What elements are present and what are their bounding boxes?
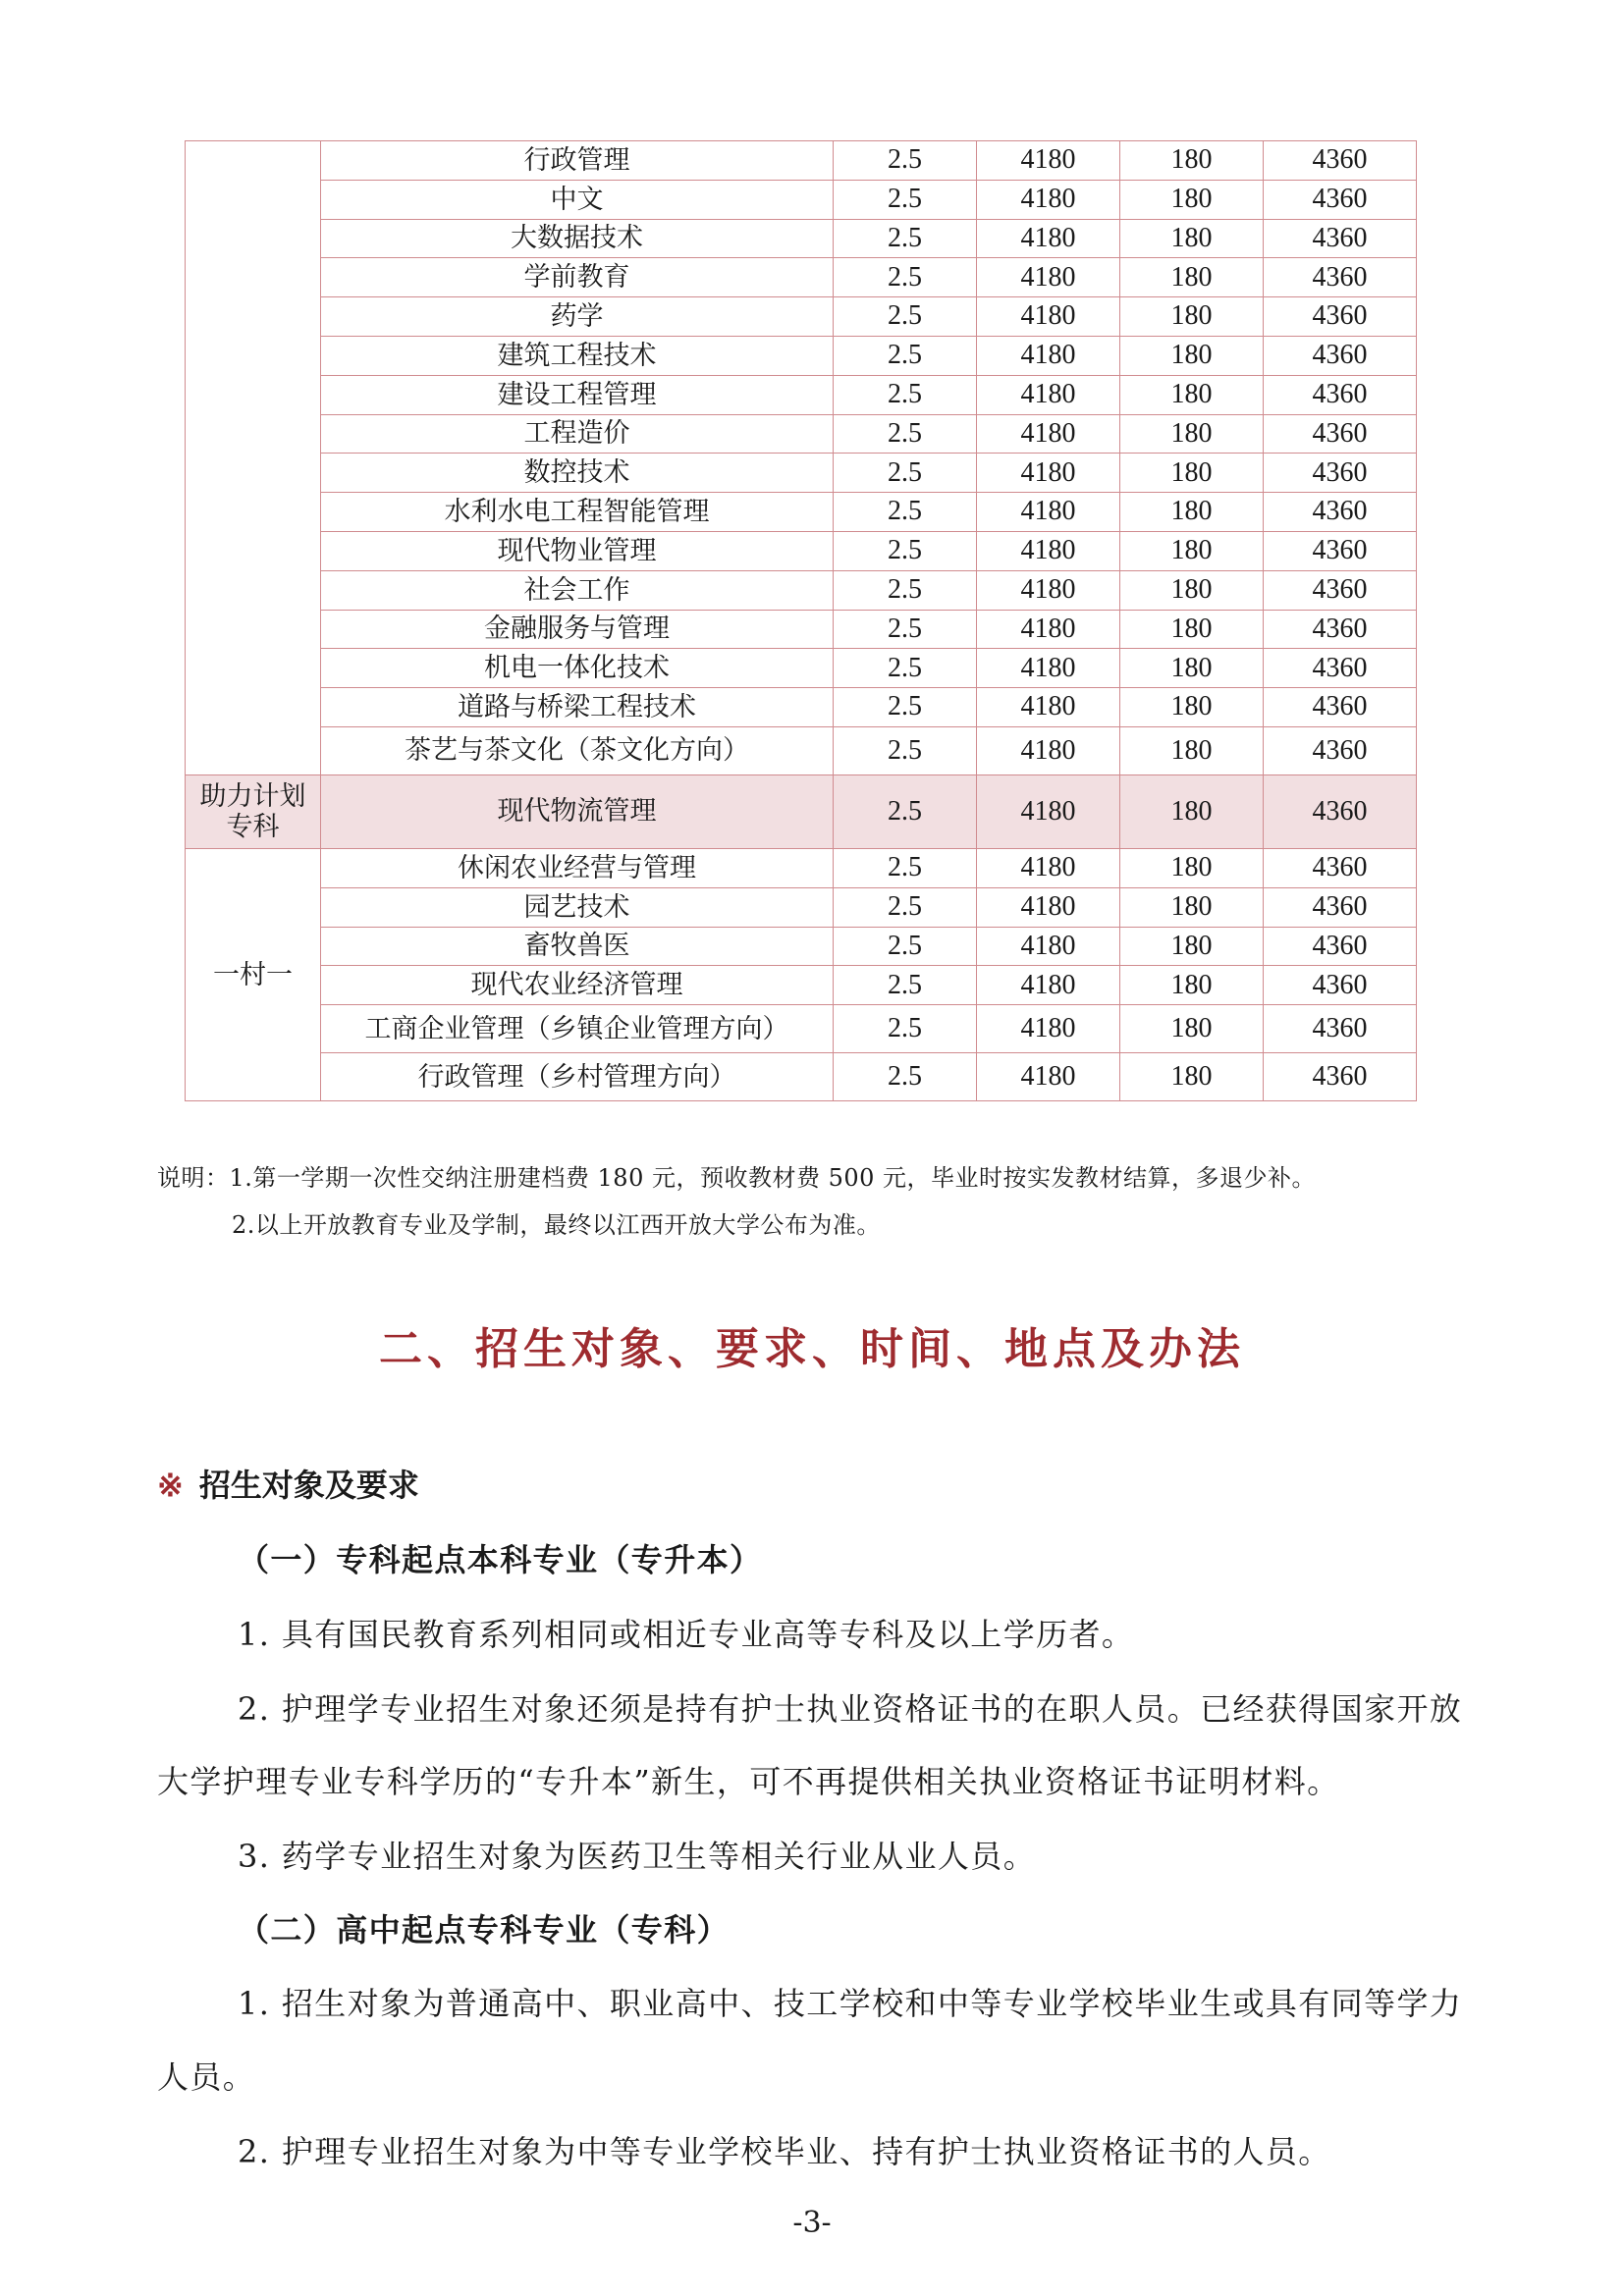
table-row [186, 570, 1417, 610]
cell-total: 4360 [1264, 1005, 1417, 1053]
cell-total: 4360 [1264, 219, 1417, 258]
section-title: 二、招生对象、要求、时间、地点及办法 [379, 1324, 1245, 1374]
cell-fee: 180 [1120, 531, 1264, 570]
cell-years: 2.5 [834, 1005, 977, 1053]
table-row [186, 180, 1417, 219]
cell-fee: 180 [1120, 887, 1264, 927]
cell-fee: 180 [1120, 180, 1264, 219]
cell-fee: 180 [1120, 141, 1264, 181]
table-row [186, 375, 1417, 414]
cell-years: 2.5 [834, 1053, 977, 1101]
cell-tuition: 4180 [977, 688, 1120, 727]
cell-total: 4360 [1264, 570, 1417, 610]
cell-fee: 180 [1120, 688, 1264, 727]
cell-total: 4360 [1264, 141, 1417, 181]
cell-major: 工商企业管理（乡镇企业管理方向） [321, 1005, 834, 1053]
cell-tuition: 4180 [977, 297, 1120, 337]
cell-years: 2.5 [834, 927, 977, 966]
cell-total: 4360 [1264, 493, 1417, 532]
cell-tuition: 4180 [977, 610, 1120, 649]
cell-fee: 180 [1120, 219, 1264, 258]
cell-total: 4360 [1264, 610, 1417, 649]
table-row [186, 887, 1417, 927]
cell-total: 4360 [1264, 966, 1417, 1005]
cell-fee: 180 [1120, 649, 1264, 688]
cell-major: 水利水电工程智能管理 [321, 493, 834, 532]
cell-major: 园艺技术 [321, 887, 834, 927]
cell-tuition: 4180 [977, 375, 1120, 414]
paragraph-4-line-1: 1. 招生对象为普通高中、职业高中、技工学校和中等专业学校毕业生或具有同等学力 [238, 1985, 1463, 2022]
cell-years: 2.5 [834, 180, 977, 219]
cell-total: 4360 [1264, 414, 1417, 454]
table-row [186, 219, 1417, 258]
table-row [186, 454, 1417, 493]
cell-tuition: 4180 [977, 1053, 1120, 1101]
cell-years: 2.5 [834, 454, 977, 493]
cell-major: 中文 [321, 180, 834, 219]
cell-fee: 180 [1120, 927, 1264, 966]
group-label: 助力计划专科 [186, 774, 321, 848]
cell-fee: 180 [1120, 258, 1264, 297]
cell-fee: 180 [1120, 336, 1264, 375]
cell-fee: 180 [1120, 726, 1264, 774]
cell-fee: 180 [1120, 1053, 1264, 1101]
cell-years: 2.5 [834, 493, 977, 532]
cell-major: 现代物业管理 [321, 531, 834, 570]
cell-tuition: 4180 [977, 887, 1120, 927]
cell-major: 现代物流管理 [321, 774, 834, 848]
cell-total: 4360 [1264, 848, 1417, 887]
cell-total: 4360 [1264, 1053, 1417, 1101]
cell-tuition: 4180 [977, 570, 1120, 610]
cell-years: 2.5 [834, 336, 977, 375]
cell-fee: 180 [1120, 774, 1264, 848]
cell-fee: 180 [1120, 570, 1264, 610]
paragraph-2-line-1: 2. 护理学专业招生对象还须是持有护士执业资格证书的在职人员。已经获得国家开放 [238, 1690, 1463, 1728]
heading-2: （二）高中起点专科专业（专科） [238, 1911, 731, 1949]
cell-tuition: 4180 [977, 414, 1120, 454]
cell-major: 畜牧兽医 [321, 927, 834, 966]
cell-fee: 180 [1120, 375, 1264, 414]
cell-total: 4360 [1264, 336, 1417, 375]
fee-table-body [186, 141, 1417, 1101]
paragraph-1: 1. 具有国民教育系列相同或相近专业高等专科及以上学历者。 [238, 1616, 1135, 1653]
cell-tuition: 4180 [977, 649, 1120, 688]
table-row [186, 927, 1417, 966]
table-row [186, 258, 1417, 297]
cell-fee: 180 [1120, 1005, 1264, 1053]
cell-years: 2.5 [834, 966, 977, 1005]
table-row [186, 688, 1417, 727]
cell-major: 工程造价 [321, 414, 834, 454]
cell-major: 金融服务与管理 [321, 610, 834, 649]
cell-years: 2.5 [834, 887, 977, 927]
cell-total: 4360 [1264, 726, 1417, 774]
cell-tuition: 4180 [977, 1005, 1120, 1053]
cell-tuition: 4180 [977, 219, 1120, 258]
cell-years: 2.5 [834, 848, 977, 887]
paragraph-2-line-2: 大学护理专业专科学历的“专升本”新生，可不再提供相关执业资格证书证明材料。 [157, 1763, 1340, 1800]
cell-fee: 180 [1120, 414, 1264, 454]
reference-mark-icon: ※ [157, 1467, 184, 1504]
cell-years: 2.5 [834, 688, 977, 727]
fee-table [185, 140, 1417, 1101]
table-row [186, 610, 1417, 649]
table-row [186, 774, 1417, 848]
subhead-text: 招生对象及要求 [198, 1467, 419, 1504]
cell-fee: 180 [1120, 454, 1264, 493]
cell-major: 建筑工程技术 [321, 336, 834, 375]
cell-tuition: 4180 [977, 336, 1120, 375]
cell-total: 4360 [1264, 297, 1417, 337]
cell-tuition: 4180 [977, 927, 1120, 966]
cell-total: 4360 [1264, 688, 1417, 727]
cell-years: 2.5 [834, 726, 977, 774]
cell-total: 4360 [1264, 531, 1417, 570]
table-row [186, 649, 1417, 688]
table-row [186, 493, 1417, 532]
note-1: 说明：1.第一学期一次性交纳注册建档费 180 元，预收教材费 500 元，毕业时按实发教材结算，多退少补。 [157, 1164, 1317, 1192]
cell-fee: 180 [1120, 493, 1264, 532]
cell-tuition: 4180 [977, 966, 1120, 1005]
cell-years: 2.5 [834, 610, 977, 649]
cell-total: 4360 [1264, 180, 1417, 219]
page-number: -3- [792, 2206, 832, 2240]
cell-major: 建设工程管理 [321, 375, 834, 414]
cell-total: 4360 [1264, 454, 1417, 493]
table-row [186, 141, 1417, 181]
cell-total: 4360 [1264, 258, 1417, 297]
table-row [186, 1053, 1417, 1101]
group-label [186, 141, 321, 775]
table-row [186, 297, 1417, 337]
subhead [157, 1461, 419, 1506]
cell-tuition: 4180 [977, 141, 1120, 181]
cell-major: 行政管理 [321, 141, 834, 181]
cell-major: 社会工作 [321, 570, 834, 610]
cell-major: 行政管理（乡村管理方向） [321, 1053, 834, 1101]
table-row [186, 726, 1417, 774]
cell-years: 2.5 [834, 570, 977, 610]
paragraph-5: 2. 护理专业招生对象为中等专业学校毕业、持有护士执业资格证书的人员。 [238, 2133, 1331, 2170]
table-row [186, 336, 1417, 375]
cell-years: 2.5 [834, 258, 977, 297]
cell-total: 4360 [1264, 887, 1417, 927]
cell-major: 数控技术 [321, 454, 834, 493]
table-row [186, 531, 1417, 570]
cell-years: 2.5 [834, 774, 977, 848]
cell-tuition: 4180 [977, 258, 1120, 297]
cell-fee: 180 [1120, 297, 1264, 337]
cell-years: 2.5 [834, 375, 977, 414]
cell-years: 2.5 [834, 141, 977, 181]
note-2: 2.以上开放教育专业及学制，最终以江西开放大学公布为准。 [232, 1211, 881, 1239]
paragraph-3: 3. 药学专业招生对象为医药卫生等相关行业从业人员。 [238, 1838, 1037, 1875]
cell-tuition: 4180 [977, 454, 1120, 493]
cell-tuition: 4180 [977, 726, 1120, 774]
cell-years: 2.5 [834, 414, 977, 454]
cell-major: 道路与桥梁工程技术 [321, 688, 834, 727]
cell-fee: 180 [1120, 610, 1264, 649]
cell-years: 2.5 [834, 531, 977, 570]
cell-total: 4360 [1264, 774, 1417, 848]
table-row [186, 966, 1417, 1005]
cell-tuition: 4180 [977, 774, 1120, 848]
cell-total: 4360 [1264, 927, 1417, 966]
cell-years: 2.5 [834, 219, 977, 258]
cell-tuition: 4180 [977, 848, 1120, 887]
group-label: 一村一 [186, 848, 321, 1100]
cell-years: 2.5 [834, 297, 977, 337]
cell-major: 机电一体化技术 [321, 649, 834, 688]
heading-1: （一）专科起点本科专业（专升本） [238, 1541, 763, 1578]
cell-major: 休闲农业经营与管理 [321, 848, 834, 887]
table-row [186, 414, 1417, 454]
cell-total: 4360 [1264, 375, 1417, 414]
cell-total: 4360 [1264, 649, 1417, 688]
table-row [186, 1005, 1417, 1053]
table-row [186, 848, 1417, 887]
cell-major: 药学 [321, 297, 834, 337]
cell-major: 大数据技术 [321, 219, 834, 258]
paragraph-4-line-2: 人员。 [157, 2058, 256, 2096]
cell-major: 现代农业经济管理 [321, 966, 834, 1005]
cell-major: 茶艺与茶文化（茶文化方向） [321, 726, 834, 774]
cell-fee: 180 [1120, 966, 1264, 1005]
cell-years: 2.5 [834, 649, 977, 688]
cell-tuition: 4180 [977, 531, 1120, 570]
cell-tuition: 4180 [977, 180, 1120, 219]
cell-major: 学前教育 [321, 258, 834, 297]
cell-tuition: 4180 [977, 493, 1120, 532]
cell-fee: 180 [1120, 848, 1264, 887]
